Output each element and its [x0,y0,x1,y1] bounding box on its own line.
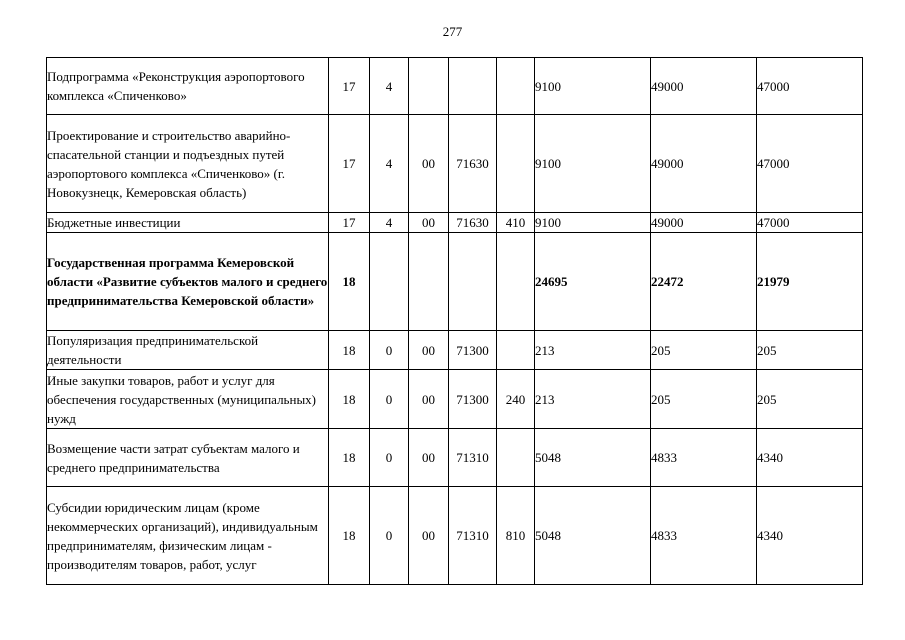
code-direction: 00 [409,331,449,370]
code-subsection: 0 [370,370,409,429]
amount-year-2: 49000 [651,58,757,115]
row-name: Возмещение части затрат субъектам малого и среднего предпринимательства [47,429,329,487]
code-section: 17 [329,213,370,233]
code-expense-type [497,233,535,331]
code-expense-type [497,115,535,213]
code-section: 18 [329,487,370,585]
code-expense-type: 240 [497,370,535,429]
page-number: 277 [442,24,463,39]
amount-year-3: 47000 [757,213,863,233]
amount-year-2: 49000 [651,213,757,233]
row-name: Проектирование и строительство аварийно-спасательной станции и подъездных путей аэропортового комплекса «Спиченково» (г. Новокузнецк, Кемеровская область) [47,115,329,213]
code-subsection: 0 [370,429,409,487]
amount-year-3: 4340 [757,429,863,487]
code-direction: 00 [409,487,449,585]
code-subsection: 0 [370,487,409,585]
budget-table [46,57,863,585]
code-direction: 00 [409,213,449,233]
code-section: 17 [329,115,370,213]
code-expense-type [497,331,535,370]
amount-year-3: 205 [757,370,863,429]
amount-year-1: 213 [535,370,651,429]
amount-year-3: 21979 [757,233,863,331]
table-row [47,213,863,233]
code-section: 18 [329,233,370,331]
row-name: Государственная программа Кемеровской области «Развитие субъектов малого и среднего предпринимательства Кемеровской области» [47,233,329,331]
row-name: Бюджетные инвестиции [47,213,329,233]
amount-year-1: 5048 [535,429,651,487]
code-subsection: 4 [370,213,409,233]
code-subsection: 4 [370,58,409,115]
code-expense-type [497,58,535,115]
code-subsection: 4 [370,115,409,213]
amount-year-1: 9100 [535,213,651,233]
table-row [47,487,863,585]
code-subsection: 0 [370,331,409,370]
code-target: 71630 [449,213,497,233]
amount-year-1: 9100 [535,115,651,213]
table-row [47,429,863,487]
code-target: 71630 [449,115,497,213]
code-expense-type [497,429,535,487]
table-row [47,58,863,115]
amount-year-1: 24695 [535,233,651,331]
table-row [47,115,863,213]
code-expense-type: 810 [497,487,535,585]
table-row [47,331,863,370]
amount-year-3: 205 [757,331,863,370]
amount-year-2: 205 [651,331,757,370]
code-direction: 00 [409,370,449,429]
code-section: 17 [329,58,370,115]
code-target [449,58,497,115]
amount-year-1: 213 [535,331,651,370]
amount-year-1: 5048 [535,487,651,585]
row-name: Подпрограмма «Реконструкция аэропортового комплекса «Спиченково» [47,58,329,115]
code-target [449,233,497,331]
amount-year-1: 9100 [535,58,651,115]
amount-year-3: 4340 [757,487,863,585]
row-name: Популяризация предпринимательской деятельности [47,331,329,370]
code-direction [409,233,449,331]
amount-year-2: 22472 [651,233,757,331]
code-section: 18 [329,370,370,429]
code-target: 71310 [449,487,497,585]
code-section: 18 [329,331,370,370]
row-name: Иные закупки товаров, работ и услуг для обеспечения государственных (муниципальных) нужд [47,370,329,429]
code-direction: 00 [409,115,449,213]
code-subsection [370,233,409,331]
amount-year-2: 49000 [651,115,757,213]
amount-year-2: 205 [651,370,757,429]
code-target: 71310 [449,429,497,487]
amount-year-3: 47000 [757,115,863,213]
amount-year-2: 4833 [651,429,757,487]
code-expense-type: 410 [497,213,535,233]
amount-year-3: 47000 [757,58,863,115]
amount-year-2: 4833 [651,487,757,585]
code-target: 71300 [449,331,497,370]
table-row [47,233,863,331]
code-section: 18 [329,429,370,487]
row-name: Субсидии юридическим лицам (кроме некоммерческих организаций), индивидуальным предпринимателям, физическим лицам - производителям товаров, работ, услуг [47,487,329,585]
code-direction [409,58,449,115]
code-target: 71300 [449,370,497,429]
table-row [47,370,863,429]
code-direction: 00 [409,429,449,487]
